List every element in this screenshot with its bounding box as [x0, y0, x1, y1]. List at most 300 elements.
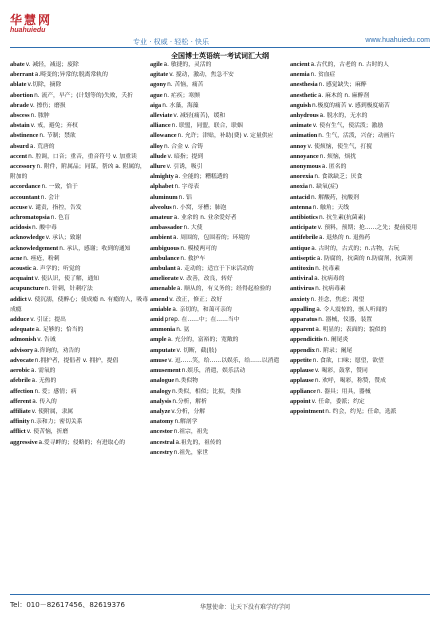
entry-definition: a. 充分的，富裕的；宽敞的 — [167, 337, 239, 344]
vocabulary-entry — [10, 407, 148, 417]
entry-word: acoustic — [10, 265, 32, 273]
entry-word: abate — [10, 61, 25, 68]
entry-word: addict — [10, 295, 27, 303]
entry-word: accuse — [10, 203, 28, 211]
entry-word: appalling — [290, 305, 316, 313]
entry-definition: a. 荒唐的 — [29, 143, 55, 150]
entry-definition: n. 生气，活泼，兴奋；动画片 — [318, 133, 396, 140]
vocabulary-entry — [290, 407, 428, 417]
vocabulary-entry — [10, 131, 148, 141]
vocabulary-entry — [150, 213, 288, 223]
entry-definition: a. 明显的；表面的；貌似的 — [315, 327, 387, 334]
vocabulary-entry — [150, 244, 288, 254]
entry-word: antivirus — [290, 285, 315, 293]
entry-word: adequate — [10, 326, 35, 334]
entry-word: anguish — [290, 101, 312, 109]
entry-definition: v. 承认；致谢 — [45, 235, 82, 242]
entry-definition: n. 挂念，焦虑；渴望 — [310, 296, 365, 303]
vocabulary-entry — [290, 162, 428, 172]
entry-definition: a. 敏捷的，灵活的 — [163, 62, 212, 68]
vocabulary-entry — [150, 295, 288, 305]
entry-word: aiga — [150, 101, 162, 109]
entry-definition: n.祖先，家世 — [173, 449, 209, 456]
entry-word: analogue — [150, 377, 175, 385]
vocabulary-entry — [10, 417, 148, 427]
vocabulary-entry — [290, 142, 428, 152]
entry-definition: a.畸变的;异常的;脱离常轨的 — [34, 72, 108, 79]
entry-definition: n. 一致，恰于 — [41, 184, 78, 191]
entry-definition: n. 字母表 — [174, 184, 200, 191]
vocabulary-entry — [150, 315, 288, 325]
entry-definition: a. 麻木的 n. 麻醉剂 — [317, 92, 370, 99]
vocabulary-entry — [150, 80, 288, 90]
vocabulary-entry — [290, 121, 428, 131]
vocabulary-entry — [150, 223, 288, 233]
entry-definition: v. 改善，改良，转好 — [179, 276, 233, 283]
entry-definition: a. 抗病毒的 — [314, 276, 345, 283]
vocabulary-entry — [150, 448, 288, 458]
vocabulary-entry — [150, 193, 288, 203]
entry-word: allure — [150, 163, 166, 171]
entry-definition: v. 预料，预期；抢……之先；提前使用 — [317, 225, 418, 232]
entry-word: applause — [290, 377, 314, 385]
entry-definition: n. 水藻，海藻 — [162, 102, 199, 109]
vocabulary-entry — [290, 387, 428, 397]
vocabulary-entry — [10, 80, 148, 90]
entry-definition: v. 减轻，减退；废除 — [25, 62, 79, 68]
entry-definition: a. 匿名的 — [321, 164, 347, 171]
vocabulary-entry — [10, 91, 148, 101]
vocabulary-entry — [150, 182, 288, 192]
entry-definition: n. 脓肿 — [30, 113, 50, 120]
vocabulary-entry — [290, 346, 428, 356]
footer-slogan: 华慧使命：让天下没有难学的学问 — [200, 604, 291, 611]
entry-word: anatomy — [150, 418, 174, 426]
entry-word: ancestral — [150, 438, 175, 446]
vocabulary-entry — [150, 254, 288, 264]
vocabulary-entry — [290, 172, 428, 182]
entry-word: abrade — [10, 101, 29, 109]
vocabulary-column-2 — [150, 60, 290, 588]
entry-definition: n. 铝 — [178, 194, 192, 201]
vocabulary-entry — [150, 91, 288, 101]
vocabulary-entry — [10, 233, 148, 243]
entry-definition: n.亲和力；密切关系 — [30, 419, 83, 426]
vocabulary-entry — [150, 101, 288, 111]
entry-definition: n. 抗毒素 — [315, 266, 340, 273]
entry-word: aggressive — [10, 438, 38, 446]
entry-word: allude — [150, 152, 167, 160]
vocabulary-entry — [10, 325, 148, 335]
entry-word: amusement — [150, 367, 181, 375]
entry-word: antenna — [290, 203, 312, 211]
vocabulary-entry — [290, 254, 428, 264]
vocabulary-entry — [150, 387, 288, 397]
vocabulary-entry — [10, 111, 148, 121]
entry-definition: n. 联盟，同盟，联合，联姻 — [171, 123, 243, 130]
entry-definition: n.解剖学 — [174, 419, 198, 426]
entry-word: aerobic — [10, 367, 30, 375]
entry-word: ablate — [10, 81, 27, 89]
vocabulary-entry — [10, 162, 148, 182]
header-divider — [10, 47, 430, 48]
entry-word: analogy — [150, 387, 171, 395]
entry-word: ancestry — [150, 448, 173, 456]
entry-definition: v. 擦伤；磨损 — [29, 102, 66, 109]
entry-word: anoxia — [290, 183, 308, 191]
site-url-link[interactable]: www.huahuiedu.com — [365, 37, 430, 44]
vocabulary-entry — [10, 356, 148, 366]
vocabulary-entry — [10, 295, 148, 315]
entry-word: amateur — [150, 214, 173, 222]
entry-definition: n. 针刺，针刺疗法 — [44, 286, 93, 293]
vocabulary-column-1 — [10, 60, 150, 588]
entry-definition: v. 使烦恼，使生气，打搅 — [307, 143, 373, 150]
entry-definition: n. 救护车 — [180, 255, 206, 262]
entry-definition: n. 阑尾炎 — [323, 337, 349, 344]
entry-definition: a. 走动的；适宜于下床活动的 — [176, 266, 254, 273]
entry-word: anorexia — [290, 173, 314, 181]
entry-definition: n. 欢呼，喝彩，称赞，赞成 — [314, 378, 386, 385]
vocabulary-entry — [10, 438, 148, 448]
vocabulary-entry — [290, 274, 428, 284]
vocabulary-entry — [150, 152, 288, 162]
vocabulary-entry — [290, 284, 428, 294]
entry-word: aluminum — [150, 193, 178, 201]
entry-word: alliance — [150, 122, 171, 130]
logo-english: huahuiedu — [10, 27, 46, 34]
vocabulary-entry — [290, 325, 428, 335]
entry-word: amputate — [150, 346, 176, 354]
entry-word: affiliate — [10, 407, 31, 415]
entry-word: analysis — [150, 397, 172, 405]
vocabulary-entry — [290, 356, 428, 366]
vocabulary-entry — [10, 376, 148, 386]
vocabulary-entry — [10, 121, 148, 131]
entry-definition: a. 防腐的，抗菌的 n.防腐剂，抗菌剂 — [316, 255, 413, 262]
entry-word: afferent — [10, 397, 32, 405]
entry-word: affinity — [10, 418, 30, 426]
entry-word: appetite — [290, 356, 312, 364]
entry-definition: v. 搅动，激动，焦急不安 — [169, 72, 234, 79]
entry-word: acne — [10, 254, 23, 262]
vocabulary-entry — [150, 284, 288, 294]
footer-telephone: Tel：010－82617456、82619376 — [10, 601, 125, 609]
vocabulary-entry — [150, 417, 288, 427]
vocabulary-entry — [10, 366, 148, 376]
entry-definition: a. 声学的；听觉的 — [32, 266, 81, 273]
entry-definition: n. 附录；阑尾 — [315, 347, 353, 354]
vocabulary-entry — [10, 182, 148, 192]
entry-word: acidosis — [10, 224, 31, 232]
document-title: 全国博士英语统一考试词汇大纲 — [171, 52, 269, 60]
entry-definition: v. 切断，截(肢) — [176, 347, 217, 354]
entry-definition: a. 顺从的，有义务的；经得起检验的 — [176, 286, 272, 293]
entry-word: appoint — [290, 397, 311, 405]
entry-word: ambiguous — [150, 244, 180, 252]
huahui-logo[interactable] — [10, 14, 66, 35]
vocabulary-entry — [290, 80, 428, 90]
vocabulary-entry — [290, 376, 428, 386]
entry-word: acknowledgement — [10, 244, 59, 252]
entry-word: acknowledge — [10, 234, 45, 242]
entry-word: abstinence — [10, 132, 39, 140]
vocabulary-entry — [150, 233, 288, 243]
vocabulary-entry — [290, 223, 428, 233]
entry-definition: n. 大使 — [183, 225, 203, 232]
entry-word: ambassador — [150, 224, 183, 232]
entry-definition: a. 周围的，包围着的；环境的 — [173, 235, 250, 242]
vocabulary-entry — [10, 397, 148, 407]
entry-definition: v. 喝彩，鼓掌，赞同 — [314, 368, 368, 375]
vocabulary-column-3 — [290, 60, 430, 588]
vocabulary-entry — [290, 366, 428, 376]
vocabulary-entry — [150, 203, 288, 213]
entry-word: agitate — [150, 71, 169, 79]
entry-definition: v. 引证；提出 — [30, 317, 66, 324]
entry-word: abstain — [10, 122, 30, 130]
entry-word: achromatopsia — [10, 214, 50, 222]
entry-word: animate — [290, 122, 312, 130]
entry-definition: a. 全能的；糟糕透的 — [174, 174, 229, 181]
entry-definition: v. 使附属，隶属 — [31, 408, 74, 415]
entry-word: anticipate — [290, 224, 317, 232]
vocabulary-entry — [150, 111, 288, 121]
entry-word: ambient — [150, 234, 173, 242]
entry-word: antacid — [290, 193, 310, 201]
entry-definition: n. 烦恼，烦扰 — [319, 153, 357, 160]
entry-word: abscess — [10, 112, 30, 120]
vocabulary-entry — [290, 213, 428, 223]
vocabulary-entry — [290, 305, 428, 315]
entry-word: ancient — [290, 61, 310, 68]
entry-definition: a. 无热的 — [31, 378, 57, 385]
vocabulary-entry — [10, 274, 148, 284]
entry-definition: n. 苦恼，痛苦 — [167, 82, 204, 89]
entry-word: accent — [10, 152, 28, 160]
vocabulary-entry — [150, 274, 288, 284]
entry-definition: n. 触角；天线 — [312, 204, 350, 211]
vocabulary-entry — [150, 346, 288, 356]
vocabulary-entry — [150, 366, 288, 376]
entry-word: amiable — [150, 305, 172, 313]
entry-definition: v. 改正，修正；改好 — [169, 296, 223, 303]
entry-word: ancestor — [150, 428, 173, 436]
entry-definition: v. 暗指；提到 — [167, 153, 204, 160]
entry-definition: v. 任命，委派；约定 — [311, 398, 365, 405]
entry-word: analyze — [150, 407, 171, 415]
entry-word: allowance — [150, 132, 177, 140]
vocabulary-entry — [10, 60, 148, 70]
entry-word: acupuncture — [10, 285, 44, 293]
entry-word: ambulant — [150, 265, 176, 273]
entry-word: appointment — [290, 407, 325, 415]
entry-definition: n. 氨 — [176, 327, 190, 334]
entry-definition: n. 感觉缺失；麻醉 — [318, 82, 367, 89]
entry-definition: n. 爱；感情；病 — [34, 388, 77, 395]
entry-definition: a.爱寻衅的；侵略的；有进取心的 — [38, 439, 126, 446]
entry-definition: n.类似物 — [175, 378, 199, 385]
entry-definition: n. 流产，早产；(计划等的)失败，夭折 — [34, 92, 133, 99]
entry-definition: n. 食欲，口味；愿望，欲望 — [312, 357, 384, 364]
vocabulary-entry — [290, 91, 428, 101]
entry-definition: n. 抗生素(抗菌素) — [319, 215, 366, 222]
vocabulary-entry — [150, 335, 288, 345]
vocabulary-entry — [10, 142, 148, 152]
entry-definition: n.祖宗，祖先 — [173, 429, 209, 436]
entry-definition: n.分析，解析 — [172, 398, 207, 405]
entry-word: accessory — [10, 163, 36, 171]
entry-word: antibiotics — [290, 214, 318, 222]
vocabulary-entry — [10, 254, 148, 264]
entry-definition: v. 引诱，吸引 — [166, 164, 203, 171]
vocabulary-entry — [150, 356, 288, 366]
entry-definition: v. 谴责，指控，告发 — [28, 204, 82, 211]
entry-definition: v. 逗……笑，给……以娱乐，给……以消遣 — [168, 357, 280, 364]
vocabulary-entry — [290, 335, 428, 345]
vocabulary-entry — [290, 131, 428, 141]
entry-word: alveolus — [150, 203, 172, 211]
entry-definition: n.拥护者，提倡者 v. 拥护，提倡 — [34, 357, 119, 364]
entry-word: amend — [150, 295, 169, 303]
entry-word: alloy — [150, 142, 163, 150]
entry-definition: v. 使沉溺，使醉心；使成瘾 n. 有瘾的人，吸毒成瘾 — [10, 296, 149, 313]
entry-definition: n. 器械，仪器，装置 — [318, 317, 373, 324]
entry-word: annoyance — [290, 152, 319, 160]
entry-word: amenable — [150, 285, 176, 293]
vocabulary-entry — [290, 193, 428, 203]
vocabulary-entry — [290, 101, 428, 111]
entry-definition: v. 减轻(痛苦)，缓和 — [173, 113, 226, 120]
entry-word: aberrant — [10, 71, 34, 79]
entry-word: anhydrous — [290, 112, 319, 120]
entry-word: alphabet — [150, 183, 174, 191]
entry-word: agony — [150, 81, 167, 89]
vocabulary-entry — [150, 60, 288, 70]
vocabulary-entry — [150, 142, 288, 152]
entry-word: afflict — [10, 428, 26, 436]
entry-word: accordance — [10, 183, 41, 191]
vocabulary-entry — [150, 70, 288, 80]
entry-word: admonish — [10, 336, 37, 344]
vocabulary-entry — [150, 131, 288, 141]
vocabulary-entry — [10, 244, 148, 254]
entry-definition: n. 合金 v. 合铸 — [163, 143, 204, 150]
entry-definition: n. 酸中毒 — [32, 225, 57, 232]
entry-definition: prep. 在……中；在……当中 — [164, 317, 240, 324]
entry-word: almighty — [150, 173, 174, 181]
entry-definition: a. 退热的 n. 退热药 — [318, 235, 371, 242]
entry-word: ample — [150, 336, 167, 344]
entry-word: adduce — [10, 316, 30, 324]
vocabulary-entry — [290, 60, 428, 70]
entry-definition: n.极度的痛苦 v. 感到极度痛苦 — [312, 102, 390, 109]
entry-word: agile — [150, 61, 163, 68]
vocabulary-entry — [10, 70, 148, 80]
vocabulary-entry — [150, 325, 288, 335]
footer-divider — [10, 594, 430, 595]
entry-word: advocate — [10, 356, 34, 364]
vocabulary-entry — [10, 346, 148, 356]
entry-word: antitoxin — [290, 265, 315, 273]
entry-definition: n. 食欲缺乏；厌食 — [314, 174, 363, 181]
entry-word: abortion — [10, 91, 34, 99]
vocabulary-entry — [10, 427, 148, 437]
entry-definition: n. 腔调，口音；重音，重音符号 v. 加重读 — [28, 153, 137, 160]
entry-word: antique — [290, 244, 311, 252]
entry-word: anemia — [290, 71, 310, 79]
entry-definition: n. 约会，约见；任命，选派 — [325, 408, 397, 415]
entry-word: ammonia — [150, 326, 176, 334]
entry-definition: v. 告诫 — [37, 337, 56, 344]
entry-definition: n.类似，相似；比拟，类推 — [172, 388, 242, 395]
entry-definition: n. 承认，感谢；收到的通知 — [59, 245, 131, 252]
entry-definition: a. 亲切的，和蔼可亲的 — [172, 306, 232, 313]
entry-definition: n. 器具；用具，器械 — [316, 388, 371, 395]
vocabulary-entry — [290, 70, 428, 80]
entry-word: annoy — [290, 142, 307, 150]
entry-definition: a. 古时的，古式的；n.古物，古玩 — [311, 245, 400, 252]
vocabulary-entry — [10, 223, 148, 233]
entry-word: absurd — [10, 142, 29, 150]
entry-word: accountant — [10, 193, 40, 201]
entry-definition: n. 疟疾；寒颤 — [163, 92, 200, 99]
entry-word: ambulance — [150, 254, 180, 262]
vocabulary-columns — [10, 60, 430, 588]
vocabulary-entry — [290, 182, 428, 192]
vocabulary-entry — [150, 438, 288, 448]
vocabulary-entry — [150, 264, 288, 274]
entry-definition: v. 使认识，使了解，通知 — [34, 276, 100, 283]
entry-definition: n. 缺氧(症) — [308, 184, 339, 191]
vocabulary-entry — [150, 397, 288, 407]
entry-word: advisory — [10, 346, 34, 354]
vocabulary-entry — [10, 193, 148, 203]
vocabulary-entry — [10, 213, 148, 223]
page-header — [0, 0, 440, 50]
vocabulary-entry — [10, 101, 148, 111]
entry-word: animation — [290, 132, 318, 140]
entry-definition: a. 脱水的，无水的 — [319, 113, 368, 120]
entry-definition: a.祖先的，祖传的 — [175, 439, 222, 446]
entry-definition: a. 令人震惊的，骇人听闻的 — [316, 306, 388, 313]
vocabulary-entry — [150, 305, 288, 315]
vocabulary-entry — [10, 284, 148, 294]
entry-definition: n. 色盲 — [50, 215, 70, 222]
entry-word: appendicitis — [290, 336, 323, 344]
vocabulary-entry — [290, 397, 428, 407]
vocabulary-entry — [150, 121, 288, 131]
entry-word: anxiety — [290, 295, 310, 303]
vocabulary-entry — [10, 152, 148, 162]
entry-word: apparent — [290, 326, 315, 334]
vocabulary-entry — [290, 315, 428, 325]
entry-definition: a. 需氧的 — [30, 368, 56, 375]
entry-definition: a. 业余的 n. 业余爱好者 — [173, 215, 237, 222]
entry-definition: a.咨询的，劝告的 — [34, 347, 81, 354]
entry-definition: n.娱乐，消遣，娱乐活动 — [181, 368, 246, 375]
entry-definition: a. 传入的 — [32, 398, 57, 405]
vocabulary-entry — [290, 111, 428, 121]
entry-definition: n. 附件，附属品；同谋，帮凶 a. 附属的，附加的 — [10, 164, 146, 181]
vocabulary-entry — [10, 203, 148, 213]
entry-word: afebrile — [10, 377, 31, 385]
vocabulary-entry — [10, 264, 148, 274]
vocabulary-entry — [150, 407, 288, 417]
entry-definition: n. 贫血症 — [310, 72, 336, 79]
entry-word: appliance — [290, 387, 316, 395]
entry-definition: a.古代的，古老的 n. 古时的人 — [310, 62, 389, 68]
